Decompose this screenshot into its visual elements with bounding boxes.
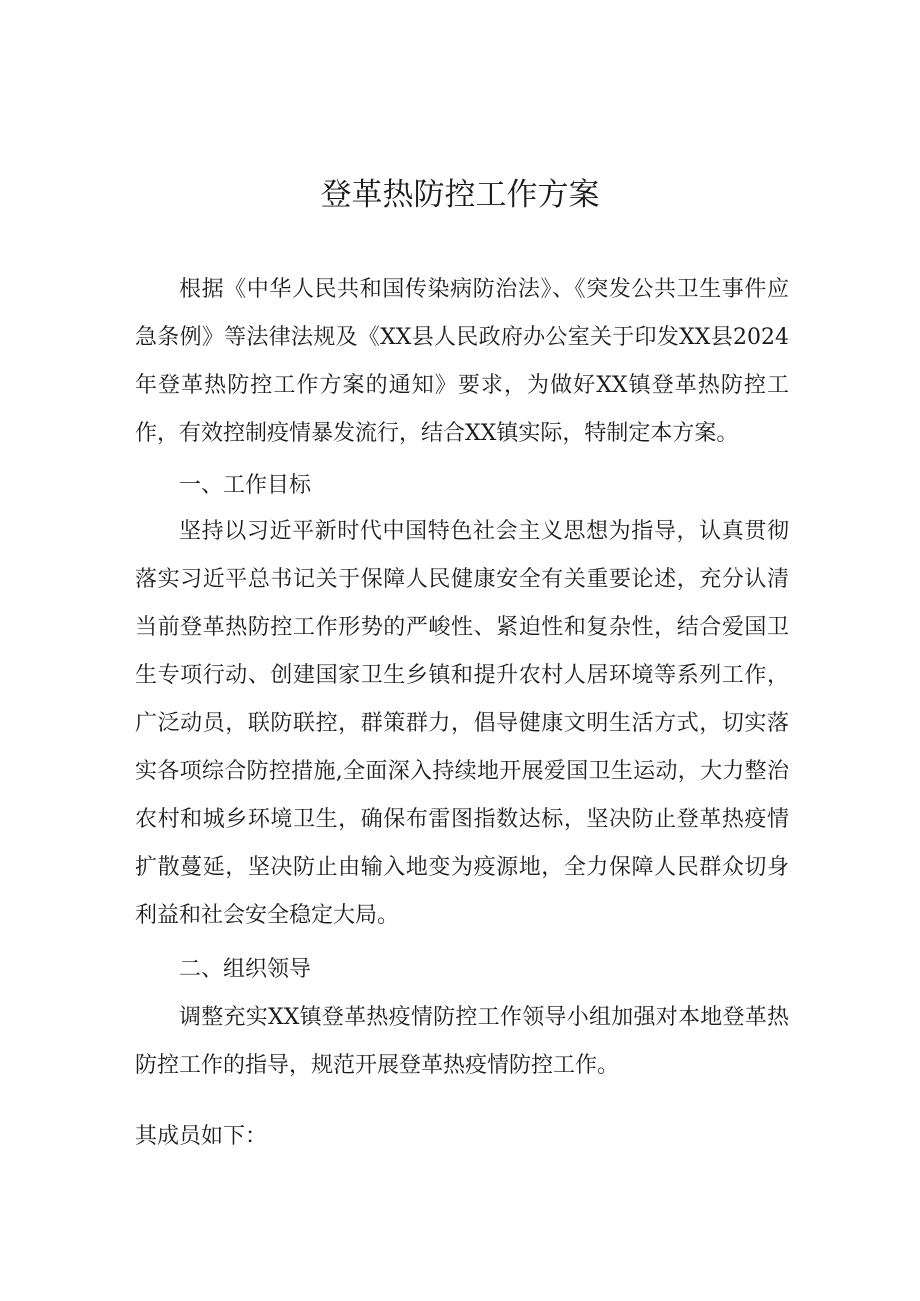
section-heading-goals: 一、工作目标	[179, 473, 312, 498]
members-intro: 其成员如下：	[135, 1124, 268, 1149]
intro-paragraph: 根据《中华人民共和国传染病防治法》、《突发公共卫生事件应急条例》等法律法规及《XX县人民政府办公室关于印发XX县2024年登革热防控工作方案的通知》要求，为做好XX镇登革热防控工作，有效控制疫情暴发流行，结合XX镇实际，特制定本方案。	[135, 277, 789, 446]
section-paragraph-organization: 调整充实XX镇登革热疫情防控工作领导小组加强对本地登革热防控工作的指导，规范开展登革热疫情防控工作。	[135, 1005, 789, 1078]
section-paragraph-goals: 坚持以习近平新时代中国特色社会主义思想为指导，认真贯彻落实习近平总书记关于保障人民健康安全有关重要论述，充分认清当前登革热防控工作形势的严峻性、紧迫性和复杂性，结合爱国卫生专项行动、创建国家卫生乡镇和提升农村人居环境等系列工作，广泛动员，联防联控，群策群力，倡导健康文明生活方式，切实落实各项综合防控措施,全面深入持续地开展爱国卫生运动，大力整治农村和城乡环境卫生，确保布雷图指数达标，坚决防止登革热疫情扩散蔓延，坚决防止由输入地变为疫源地，全力保障人民群众切身利益和社会安全稳定大局。	[135, 519, 789, 928]
document-title: 登革热防控工作方案	[320, 177, 600, 213]
section-heading-organization: 二、组织领导	[179, 957, 312, 982]
